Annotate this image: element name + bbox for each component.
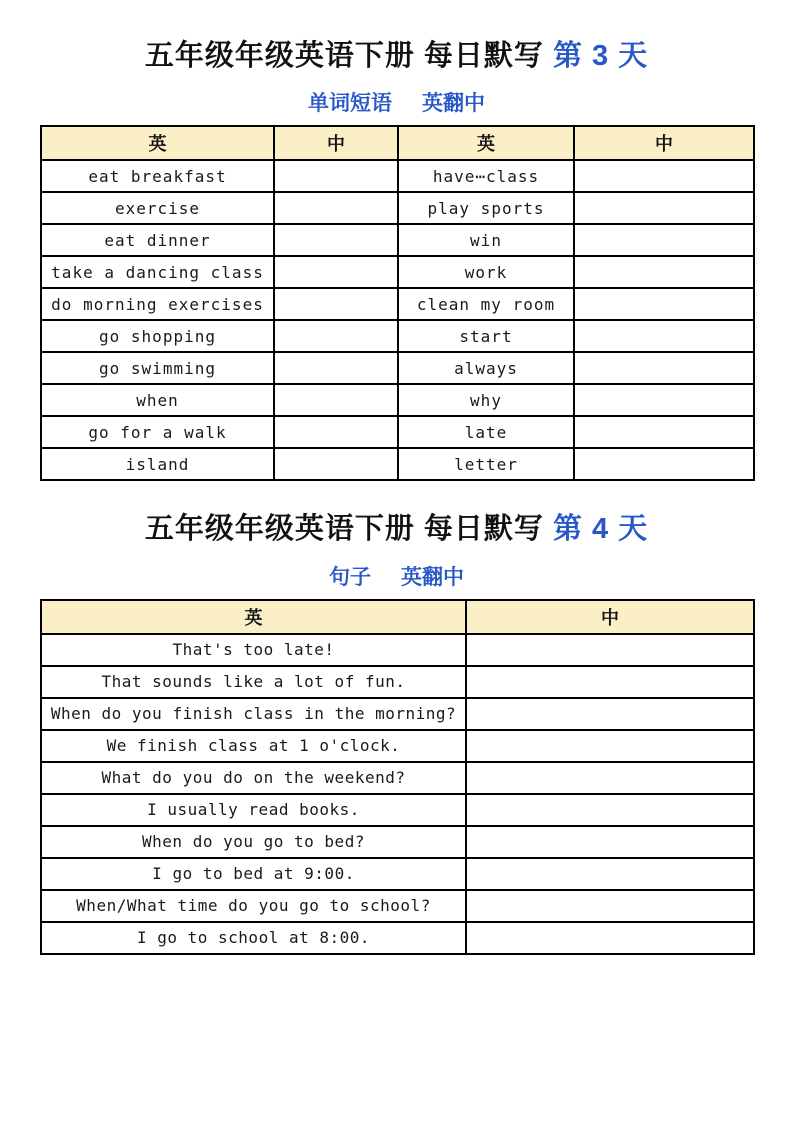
section-divider-space [40, 481, 753, 513]
day3-vocab-table [40, 125, 755, 481]
answer-cell [274, 192, 398, 224]
phrase-cell: When do you finish class in the morning? [41, 698, 466, 730]
answer-cell [466, 794, 754, 826]
phrase-cell: What do you do on the weekend? [41, 762, 466, 794]
phrase-cell: do morning exercises [41, 288, 274, 320]
phrase-cell: go for a walk [41, 416, 274, 448]
answer-cell [574, 416, 754, 448]
answer-cell [274, 320, 398, 352]
table-row [41, 826, 754, 858]
phrase-cell: I go to bed at 9:00. [41, 858, 466, 890]
phrase-cell: have⋯class [398, 160, 574, 192]
table-row [41, 416, 754, 448]
answer-cell [466, 666, 754, 698]
phrase-cell: why [398, 384, 574, 416]
answer-cell [574, 192, 754, 224]
answer-cell [574, 288, 754, 320]
day4-sentence-table [40, 599, 755, 955]
answer-cell [466, 730, 754, 762]
table-row [41, 192, 754, 224]
day4-subtitle [40, 561, 753, 591]
phrase-cell: when [41, 384, 274, 416]
answer-cell [466, 826, 754, 858]
table-row [41, 794, 754, 826]
answer-cell [574, 160, 754, 192]
answer-cell [466, 634, 754, 666]
answer-cell [466, 762, 754, 794]
answer-cell [574, 352, 754, 384]
phrase-cell: clean my room [398, 288, 574, 320]
answer-cell [466, 698, 754, 730]
day4-title [40, 513, 753, 546]
answer-cell [274, 352, 398, 384]
column-header-english: 英 [41, 600, 466, 634]
answer-cell [466, 858, 754, 890]
table-row [41, 256, 754, 288]
day3-header-row [41, 126, 754, 160]
answer-cell [574, 224, 754, 256]
table-row [41, 352, 754, 384]
column-header-english: 英 [398, 126, 574, 160]
phrase-cell: eat breakfast [41, 160, 274, 192]
answer-cell [466, 890, 754, 922]
table-row [41, 730, 754, 762]
phrase-cell: go shopping [41, 320, 274, 352]
day3-subtitle-type: 单词短语 [308, 90, 392, 116]
column-header-english: 英 [41, 126, 274, 160]
phrase-cell: That's too late! [41, 634, 466, 666]
day3-title-main: 五年级年级英语下册 每日默写 [144, 40, 544, 72]
column-header-chinese: 中 [574, 126, 754, 160]
day3-title-day: 第 3 天 [552, 40, 649, 72]
answer-cell [274, 448, 398, 480]
phrase-cell: take a dancing class [41, 256, 274, 288]
phrase-cell: go swimming [41, 352, 274, 384]
phrase-cell: I go to school at 8:00. [41, 922, 466, 954]
day3-subtitle [40, 87, 753, 117]
day4-header-row [41, 600, 754, 634]
phrase-cell: start [398, 320, 574, 352]
phrase-cell: When do you go to bed? [41, 826, 466, 858]
day3-subtitle-mode: 英翻中 [422, 90, 485, 116]
answer-cell [574, 256, 754, 288]
table-row [41, 320, 754, 352]
phrase-cell: letter [398, 448, 574, 480]
answer-cell [274, 288, 398, 320]
table-row [41, 698, 754, 730]
day4-subtitle-type: 句子 [329, 563, 371, 589]
table-row [41, 762, 754, 794]
answer-cell [274, 256, 398, 288]
phrase-cell: We finish class at 1 o'clock. [41, 730, 466, 762]
phrase-cell: I usually read books. [41, 794, 466, 826]
table-row [41, 634, 754, 666]
table-row [41, 858, 754, 890]
phrase-cell: work [398, 256, 574, 288]
phrase-cell: That sounds like a lot of fun. [41, 666, 466, 698]
phrase-cell: play sports [398, 192, 574, 224]
answer-cell [274, 384, 398, 416]
section-day3 [40, 40, 753, 481]
day4-title-main: 五年级年级英语下册 每日默写 [144, 513, 544, 546]
table-row [41, 160, 754, 192]
answer-cell [466, 922, 754, 954]
phrase-cell: eat dinner [41, 224, 274, 256]
column-header-chinese: 中 [274, 126, 398, 160]
day4-title-day: 第 4 天 [552, 513, 649, 546]
answer-cell [274, 416, 398, 448]
table-row [41, 666, 754, 698]
section-day4 [40, 513, 753, 954]
answer-cell [574, 384, 754, 416]
day3-title [40, 40, 753, 73]
table-row [41, 384, 754, 416]
answer-cell [574, 320, 754, 352]
answer-cell [274, 224, 398, 256]
phrase-cell: exercise [41, 192, 274, 224]
phrase-cell: island [41, 448, 274, 480]
table-row [41, 890, 754, 922]
phrase-cell: win [398, 224, 574, 256]
table-row [41, 448, 754, 480]
answer-cell [274, 160, 398, 192]
table-row [41, 224, 754, 256]
column-header-chinese: 中 [466, 600, 754, 634]
phrase-cell: late [398, 416, 574, 448]
table-row [41, 288, 754, 320]
day4-subtitle-mode: 英翻中 [401, 563, 464, 589]
table-row [41, 922, 754, 954]
phrase-cell: always [398, 352, 574, 384]
answer-cell [574, 448, 754, 480]
phrase-cell: When/What time do you go to school? [41, 890, 466, 922]
